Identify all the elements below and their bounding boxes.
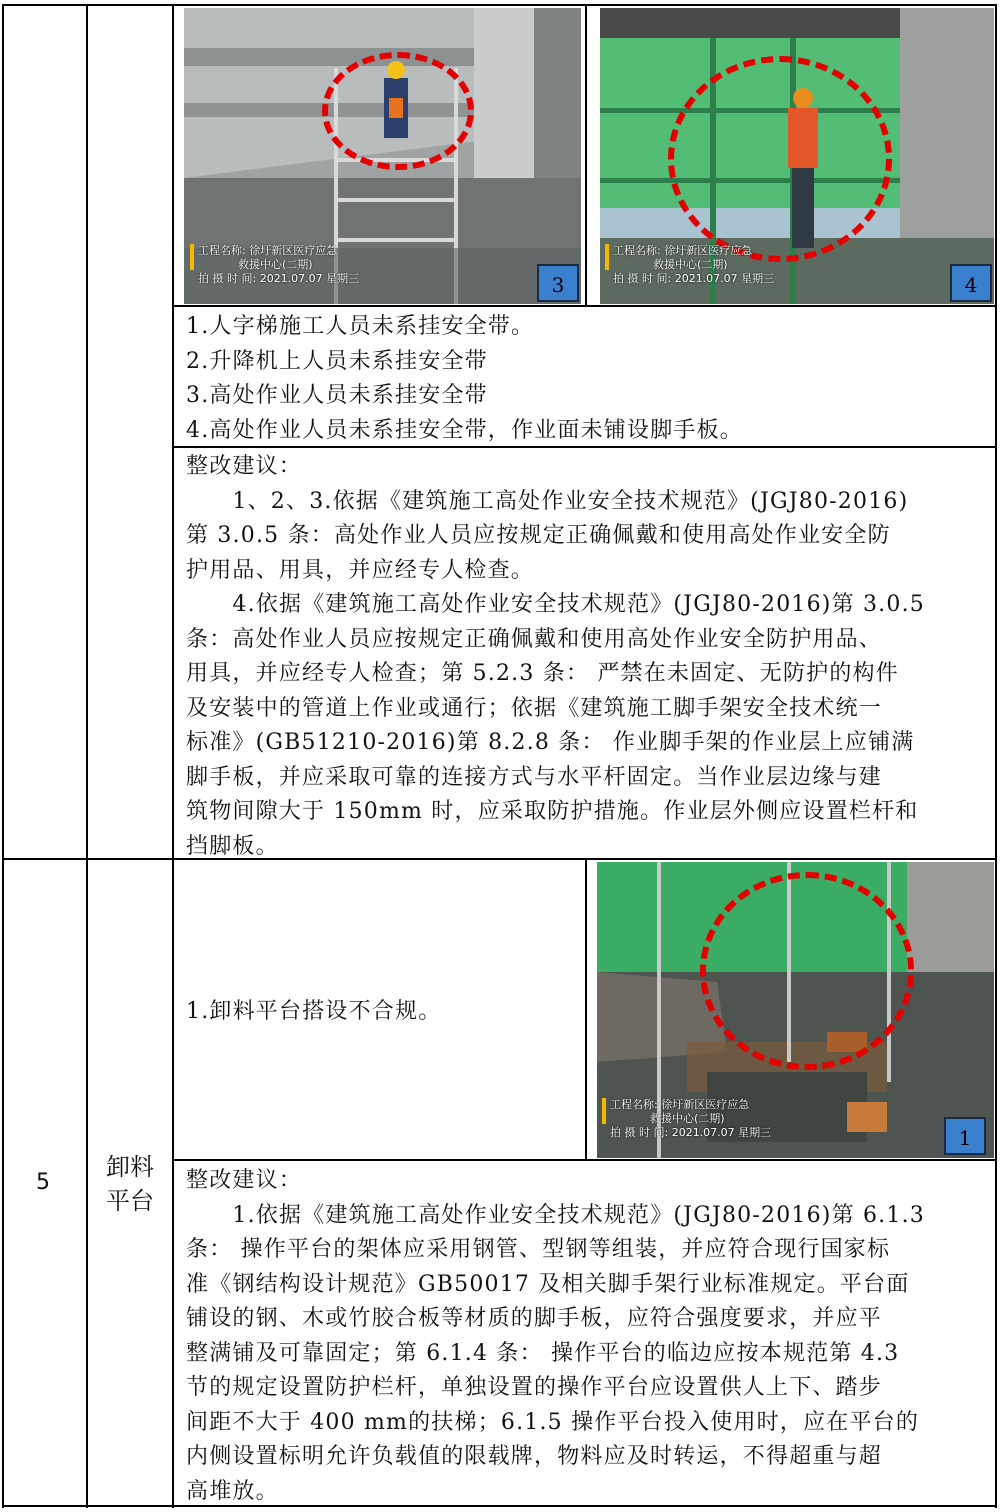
row5-advice — [186, 1164, 996, 1509]
issue-line-2: 2.升降机上人员未系挂安全带 — [186, 348, 488, 374]
table-border-top — [2, 4, 997, 6]
issue-line-3: 3.高处作业人员未系挂安全带 — [186, 383, 488, 408]
highlight-circle-3 — [322, 52, 474, 170]
issue-line-4: 4.高处作业人员未系挂安全带，作业面未铺设脚手板。 — [186, 417, 743, 443]
watermark-bar-3 — [190, 244, 194, 270]
advice-line: 1、2、3.依据《建筑施工高处作业安全技术规范》(JGJ80-2016) — [186, 488, 909, 514]
photo-badge-4: 4 — [950, 264, 992, 302]
advice-line: 间距不大于 400 mm的扶梯；6.1.5 操作平台投入使用时，应在平台的 — [186, 1409, 920, 1435]
photo-badge-3: 3 — [537, 264, 579, 302]
row4-issues — [186, 310, 986, 448]
advice-line: 内侧设置标明允许负载值的限载牌，物料应及时转运，不得超重与超 — [186, 1444, 883, 1469]
row4-advice — [186, 450, 996, 864]
watermark-project2-1: 救援中心(二期) — [650, 1112, 725, 1125]
advice-line: 条： 操作平台的架体应采用钢管、型钢等组装，并应符合现行国家标 — [186, 1237, 891, 1262]
table-border-left — [2, 4, 4, 1508]
advice-line: 脚手板，并应采取可靠的连接方式与水平杆固定。当作业层边缘与建 — [186, 764, 883, 790]
row4-photo-divider — [585, 4, 587, 306]
advice-line: 节的规定设置防护栏杆，单独设置的操作平台应设置供人上下、踏步 — [186, 1375, 883, 1400]
advice-line: 及安装中的管道上作业或通行；依据《建筑施工脚手架安全技术统一 — [186, 695, 883, 721]
watermark-project2-4: 救援中心(二期) — [653, 258, 728, 271]
watermark-project-1: 工程名称: 徐圩新区医疗应急 — [610, 1098, 750, 1111]
watermark-3 — [190, 244, 359, 286]
category-line-1: 卸料 — [106, 1153, 154, 1181]
watermark-project-4: 工程名称: 徐圩新区医疗应急 — [613, 244, 753, 257]
watermark-time-3: 拍 摄 时 间: 2021.07.07 星期三 — [198, 272, 360, 285]
advice-line: 条：高处作业人员应按规定正确佩戴和使用高处作业安全防护用品、 — [186, 626, 883, 652]
watermark-1 — [602, 1098, 771, 1140]
photo-badge-1: 1 — [944, 1117, 986, 1155]
issue-line-1: 1.人字梯施工人员未系挂安全带。 — [186, 314, 535, 339]
advice-line: 高堆放。 — [186, 1478, 279, 1504]
col-divider-2 — [172, 4, 174, 1508]
advice-line: 整满铺及可靠固定；第 6.1.4 条： 操作平台的临边应按本规范第 4.3 — [186, 1340, 900, 1366]
col-divider-1 — [86, 4, 88, 1508]
advice-line: 用具，并应经专人检查；第 5.2.3 条： 严禁在未固定、无防护的构件 — [186, 661, 899, 686]
watermark-time-4: 拍 摄 时 间: 2021.07.07 星期三 — [613, 272, 775, 285]
row4-photos-bottom — [172, 305, 997, 307]
advice-line: 准《钢结构设计规范》GB50017 及相关脚手架行业标准规定。平台面 — [186, 1271, 910, 1297]
watermark-bar-4 — [605, 244, 609, 270]
advice-line: 标准》(GB51210-2016)第 8.2.8 条： 作业脚手架的作业层上应铺满 — [186, 730, 915, 755]
advice-line: 筑物间隙大于 150mm 时，应采取防护措施。作业层外侧应设置栏杆和 — [186, 799, 919, 824]
advice-line: 护用品、用具，并应经专人检查。 — [186, 557, 535, 583]
advice-line: 1.依据《建筑施工高处作业安全技术规范》(JGJ80-2016)第 6.1.3 — [186, 1202, 925, 1228]
advice-line: 铺设的钢、木或竹胶合板等材质的脚手板，应符合强度要求，并应平 — [186, 1306, 883, 1331]
watermark-4 — [605, 244, 774, 286]
highlight-circle-1 — [700, 872, 914, 1070]
row5-photo-bottom — [172, 1159, 997, 1161]
advice-line: 4.依据《建筑施工高处作业安全技术规范》(JGJ80-2016)第 3.0.5 — [186, 592, 925, 617]
watermark-bar-1 — [602, 1098, 606, 1124]
watermark-project2-3: 救援中心(二期) — [238, 258, 313, 271]
row5-photo-divider — [585, 858, 587, 1160]
watermark-time-1: 拍 摄 时 间: 2021.07.07 星期三 — [610, 1126, 772, 1139]
row5-issue: 1.卸料平台搭设不合规。 — [186, 999, 442, 1024]
row-number: 5 — [36, 1170, 50, 1195]
row-category — [87, 1150, 173, 1218]
advice-title: 整改建议： — [186, 1168, 303, 1193]
advice-line: 挡脚板。 — [186, 833, 279, 859]
advice-title: 整改建议： — [186, 454, 303, 479]
watermark-project-3: 工程名称: 徐圩新区医疗应急 — [198, 244, 338, 257]
highlight-circle-4 — [668, 56, 892, 262]
category-line-2: 平台 — [106, 1187, 154, 1215]
advice-line: 第 3.0.5 条：高处作业人员应按规定正确佩戴和使用高处作业安全防 — [186, 523, 891, 548]
